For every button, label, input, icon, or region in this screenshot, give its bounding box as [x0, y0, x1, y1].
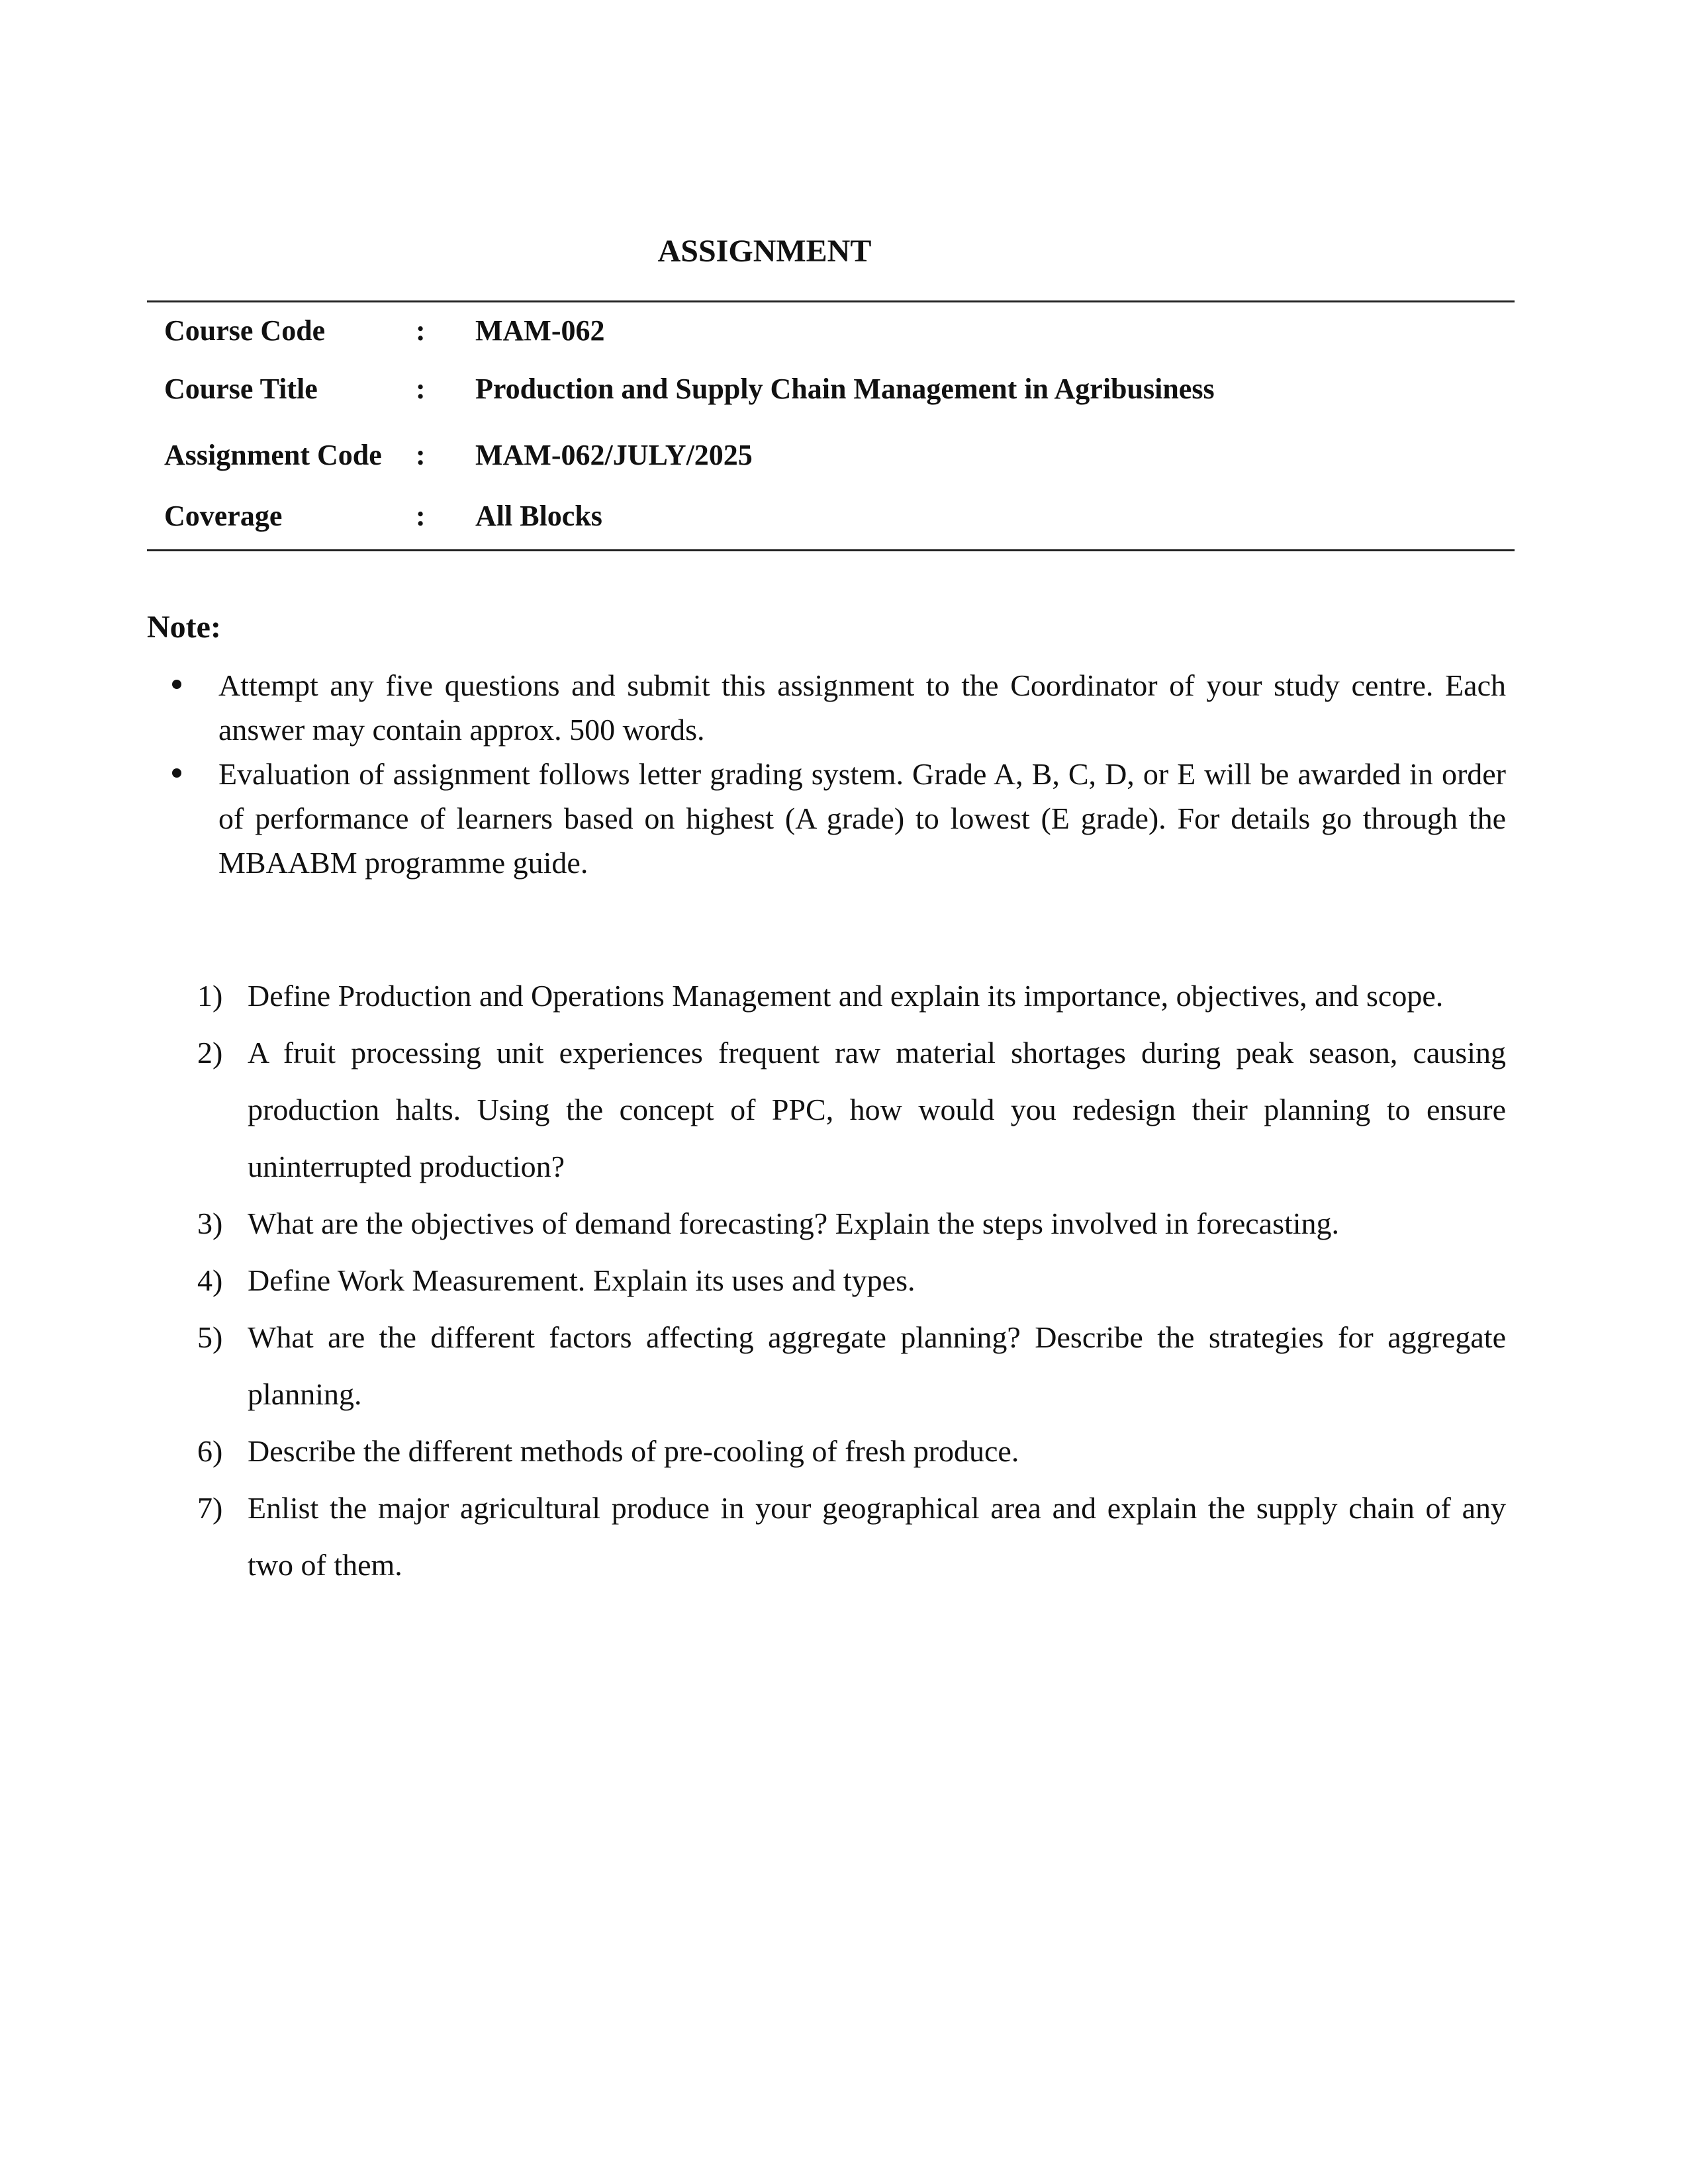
question-list — [0, 968, 1688, 1594]
assignment-code-label: Assignment Code — [164, 439, 382, 471]
question-item — [197, 1024, 1506, 1195]
header-top-rule — [147, 300, 1515, 302]
question-number: 4) — [197, 1263, 223, 1297]
course-title-separator: : — [416, 373, 426, 405]
question-item — [197, 1309, 1506, 1423]
note-bullet-text: Evaluation of assignment follows letter grading system. Grade A, B, C, D, or E will be awarded in order of performance of learners based on highest (A grade) to lowest (E grade). For details go through the MBAABM programme guide. — [218, 757, 1506, 880]
coverage-row — [0, 496, 1688, 536]
bullet-icon — [172, 680, 181, 689]
header-bottom-rule — [147, 549, 1515, 551]
question-item — [197, 968, 1506, 1024]
coverage-label: Coverage — [164, 500, 283, 532]
course-code-separator: : — [416, 314, 426, 347]
page-title: ASSIGNMENT — [657, 234, 872, 269]
question-number: 2) — [197, 1036, 223, 1069]
question-text: Describe the different methods of pre-cooling of fresh produce. — [248, 1434, 1019, 1468]
course-code-row — [0, 311, 1688, 351]
course-code-label: Course Code — [164, 314, 326, 347]
question-number: 1) — [197, 979, 223, 1013]
note-bullet-item — [218, 663, 1506, 752]
question-number: 3) — [197, 1206, 223, 1240]
coverage-value: All Blocks — [475, 500, 602, 532]
question-text: Define Production and Operations Management and explain its importance, objectives, and scope. — [248, 979, 1444, 1013]
question-number: 5) — [197, 1320, 223, 1354]
bullet-icon — [172, 768, 181, 778]
assignment-code-row — [0, 435, 1688, 475]
question-number: 7) — [197, 1491, 223, 1525]
question-item — [197, 1480, 1506, 1594]
question-item — [197, 1195, 1506, 1252]
assignment-code-value: MAM-062/JULY/2025 — [475, 439, 753, 471]
note-bullet-list — [0, 663, 1688, 885]
course-code-value: MAM-062 — [475, 314, 605, 347]
question-text: A fruit processing unit experiences frequent raw material shortages during peak season, causing production halts. Using the concept of PPC, how would you redesign their planning to ensure uninterrupted production? — [248, 1036, 1506, 1183]
question-text: Enlist the major agricultural produce in your geographical area and explain the supply chain of any two of them. — [248, 1491, 1506, 1582]
note-heading: Note: — [147, 610, 221, 645]
question-text: What are the objectives of demand forecasting? Explain the steps involved in forecasting. — [248, 1206, 1340, 1240]
question-number: 6) — [197, 1434, 223, 1468]
coverage-separator: : — [416, 500, 426, 532]
note-bullet-text: Attempt any five questions and submit this assignment to the Coordinator of your study centre. Each answer may contain approx. 500 words. — [218, 668, 1506, 747]
question-item — [197, 1423, 1506, 1480]
question-text: What are the different factors affecting aggregate planning? Describe the strategies for aggregate planning. — [248, 1320, 1506, 1411]
note-bullet-item — [218, 752, 1506, 885]
assignment-code-separator: : — [416, 439, 426, 471]
course-title-label: Course Title — [164, 373, 318, 405]
question-item — [197, 1252, 1506, 1309]
course-title-row — [0, 369, 1688, 409]
question-text: Define Work Measurement. Explain its uses and types. — [248, 1263, 915, 1297]
course-title-value: Production and Supply Chain Management in Agribusiness — [475, 373, 1215, 405]
